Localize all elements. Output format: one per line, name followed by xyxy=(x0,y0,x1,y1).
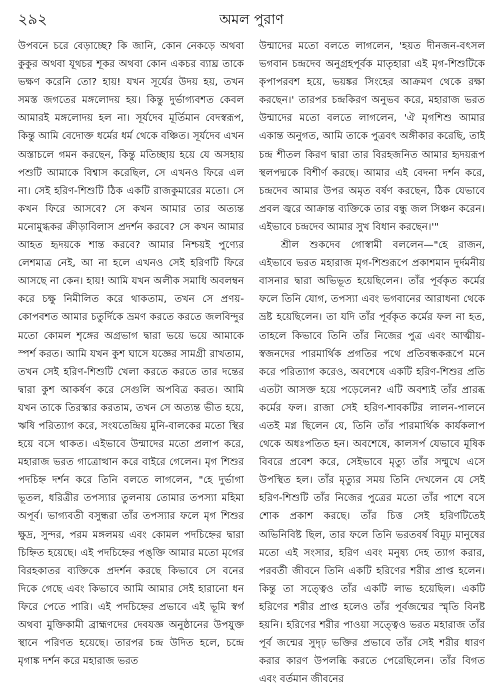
left-column xyxy=(18,38,244,686)
running-title: অমল পুরাণ xyxy=(219,12,284,28)
page-header xyxy=(18,8,485,32)
right-column xyxy=(259,38,485,686)
page-number: ২৯২ xyxy=(18,9,48,28)
paragraph: উপবনে চরে বেড়াচ্ছে? কি জানি, কোন নেকড়ে অথবা কুকুর অথবা যূথচর শূকর অথবা কোন একচর ব্যাঘ্র তাকে ভক্ষণ করেনি তো? হায়! যখন সূর্যের উদয় হয়, তখন সমস্ত জগতের মঙ্গলোদয় হয়। কিন্তু দুর্ভাগ্যবশত কেবল আমারই মঙ্গলোদয় হল না। সূর্যদেব মূর্তিমান বেদস্বরূপ, কিন্তু আমি বেদোক্ত ধর্মের ধর্ম থেকে বঞ্চিত। সূর্যদেব এখন অস্তাচলে গমন করছেন, কিন্তু মতিচ্ছায় হয়ে যে অসহায় পশুটি আমাকে বিশ্বাস করেছিল, সে এখনও ফিরে এল না। সেই হরিণ-শিশুটি ঠিক একটি রাজকুমারের মতো। সে কখন ফিরে আসবে? সে কখন আমার তার অত্যন্ত মনোমুগ্ধকর ক্রীড়াবিলাস প্রদর্শন করবে? সে কখন আমার আহত হৃদয়কে শান্ত করবে? আমার নিশ্চয়ই পুণ্যের লেশমাত্র নেই, আ না হলে এখনও সেই হরিণটি ফিরে আসছে না কেন। হায়! আমি যখন অলীক সমাধি অবলম্বন করে চক্ষু নিমীলিত করে থাকতাম, তখন সে প্রণয়-কোপবশত আমার চতুর্দিকে ভ্রমণ করতে করতে জলবিন্দুর মতো কোমল শৃঙ্গের অগ্রভাগ দ্বারা ভয়ে ভয়ে আমাকে স্পর্শ করত। আমি যখন কুশ ঘাসে যজ্ঞের সামগ্রী রাখতাম, তখন সেই হরিণ-শিশুটি খেলা করতে করতে তার দন্তের দ্বারা কুশ আকর্ষণ করে সেগুলি অপবিত্র করত। আমি যখন তাকে তিরস্কার করতাম, তখন সে অত্যন্ত ভীত হয়ে, ঋষি পরিত্যাগ করে, সংযতেন্দ্রিয় মুনি-বালকের মতো স্থির হয়ে বসে থাকত। এইভাবে উন্মাদের মতো প্রলাপ করে, মহারাজ ভরত গাত্রোত্থান করে বাইরে গেলেন। মৃগ শিশুর পদচিহ্ন দর্শন করে তিনি বলতে লাগলেন, "হে দুর্ভাগা ভূতল, ধরিত্রীর তপস্যার তুলনায় তোমার তপস্যা মহিমা অপূর্ব। ভাগ্যবতী বসুন্ধরা তাঁর তপস্যার ফলে মৃগ শিশুর ক্ষুদ্র, সুন্দর, পরম মঙ্গলময় এবং কোমল পদচিহ্নের দ্বারা চিহ্নিত হয়েছে। এই পদচিহ্নের পঙ্‌ক্তি আমার মতো মৃগের বিরহকাতর ব্যক্তিকে প্রদর্শন করছে কিভাবে সে বনের দিকে গেছে এবং কিভাবে আমি আমার সেই হারানো ধন ফিরে পেতে পারি। এই পদচিহ্নের প্রভাবে এই ভূমি স্বর্গ অথবা মুক্তিকামী ব্রাহ্মণদের দেবযজ্ঞ অনুষ্ঠানের উপযুক্ত স্থানে পরিণত হয়েছে। তারপর চন্দ্র উদিত হলে, চন্দ্রে মৃগাঙ্ক দর্শন করে মহারাজ ভরত xyxy=(18,41,244,668)
paragraph: উন্মাদের মতো বলতে লাগলেন, 'হয়ত দীনজন-বৎসল ভগবান চন্দ্রদেব অনুগ্রহপূর্বক মাতৃহারা এই মৃগ-শিশুটিকে কৃপাপরবশ হয়ে, ভয়ঙ্কর সিংহের আক্রমণ থেকে রক্ষা করছেন।' তারপর চন্দ্রকিরণ অনুভব করে, মহারাজ ভরত উন্মাদের মতো বলতে লাগলেন, 'ঐ মৃগশিশু আমার একান্ত অনুগত, আমি তাকে পুত্রবৎ অঙ্গীকার করেছি, তাই চন্দ্র শীতল কিরণ দ্বারা তার বিরহজনিত আমার হৃদয়রূপ স্থলপদ্মকে বিশীর্ণ করছে। আমার এই বেদনা দর্শন করে, চন্দ্রদেব আমার উপর অমৃত বর্ষণ করছেন, ঠিক যেভাবে প্রবল জ্বরে আক্রান্ত ব্যক্তিকে তার বন্ধু জল সিঞ্চন করেন। এইভাবে চন্দ্রদেব আমার সুখ বিধান করছেন।'" xyxy=(259,41,485,233)
paragraph: শ্রীল শুকদেব গোস্বামী বললেন—"হে রাজন, এইভাবে ভরত মহারাজ মৃগ-শিশুরূপে প্রকাশমান দুর্দমনীয় বাসনার দ্বারা অভিভূত হয়েছিলেন। তাঁর পূর্বকৃত কর্মের ফলে তিনি যোগ, তপস্যা এবং ভগবানের আরাধনা থেকে ভ্রষ্ট হয়েছিলেন। তা যদি তাঁর পূর্বকৃত কর্মের ফল না হত, তাহলে কিভাবে তিনি তাঁর নিজের পুত্র এবং আত্মীয়-স্বজনদের পারমার্থিক প্রগতির পথে প্রতিবন্ধকরূপে মনে করে পরিত্যাগ করেও, অবশেষে একটি হরিণ-শিশুর প্রতি এতটা আসক্ত হয়ে পড়েলেন? এটি অবশ্যই তাঁর প্রারব্ধ কর্মের ফল। রাজা সেই হরিণ-শাবকটির লালন-পালনে এতই মগ্ন ছিলেন যে, তিনি তাঁর পারমার্থিক কার্যকলাপ থেকে অধঃপতিত হন। অবশেষে, কালসর্প যেভাবে মূষিক বিবরে প্রবেশ করে, সেইভাবে মৃত্যু তাঁর সম্মুখে এসে উপস্থিত হল। তাঁর মৃত্যুর সময় তিনি দেখলেন যে সেই হরিণ-শিশুটি তাঁর নিজের পুত্রের মতো তাঁর পাশে বসে শোক প্রকাশ করছে। তাঁর চিত্ত সেই হরিণটিতেই অভিনিবিষ্ট ছিল, তার ফলে তিনি ভরতবর্ষ বিমূঢ় মানুষের মতো এই সংসার, হরিণ এবং মনুষ্য দেহ ত্যাগ করার, পরবর্তী জীবনে তিনি একটি হরিণের শরীর প্রাপ্ত হলেন। কিন্তু তা সত্ত্বেও তাঁর একটি লাভ হয়েছিল। একটি হরিণের শরীর প্রাপ্ত হলেও তাঁর পূর্বজন্মের স্মৃতি বিনষ্ট হয়নি। হরিণের শরীর পাওয়া সত্ত্বেও ভরত মহারাজ তাঁর পূর্ব জন্মের সুদৃঢ় ভক্তির প্রভাবে তাঁর সেই শরীর ধারণ করার কারণ উপলব্ধি করতে পেরেছিলেন। তাঁর বিগত এবং বর্তমান জীবনের xyxy=(259,240,485,686)
